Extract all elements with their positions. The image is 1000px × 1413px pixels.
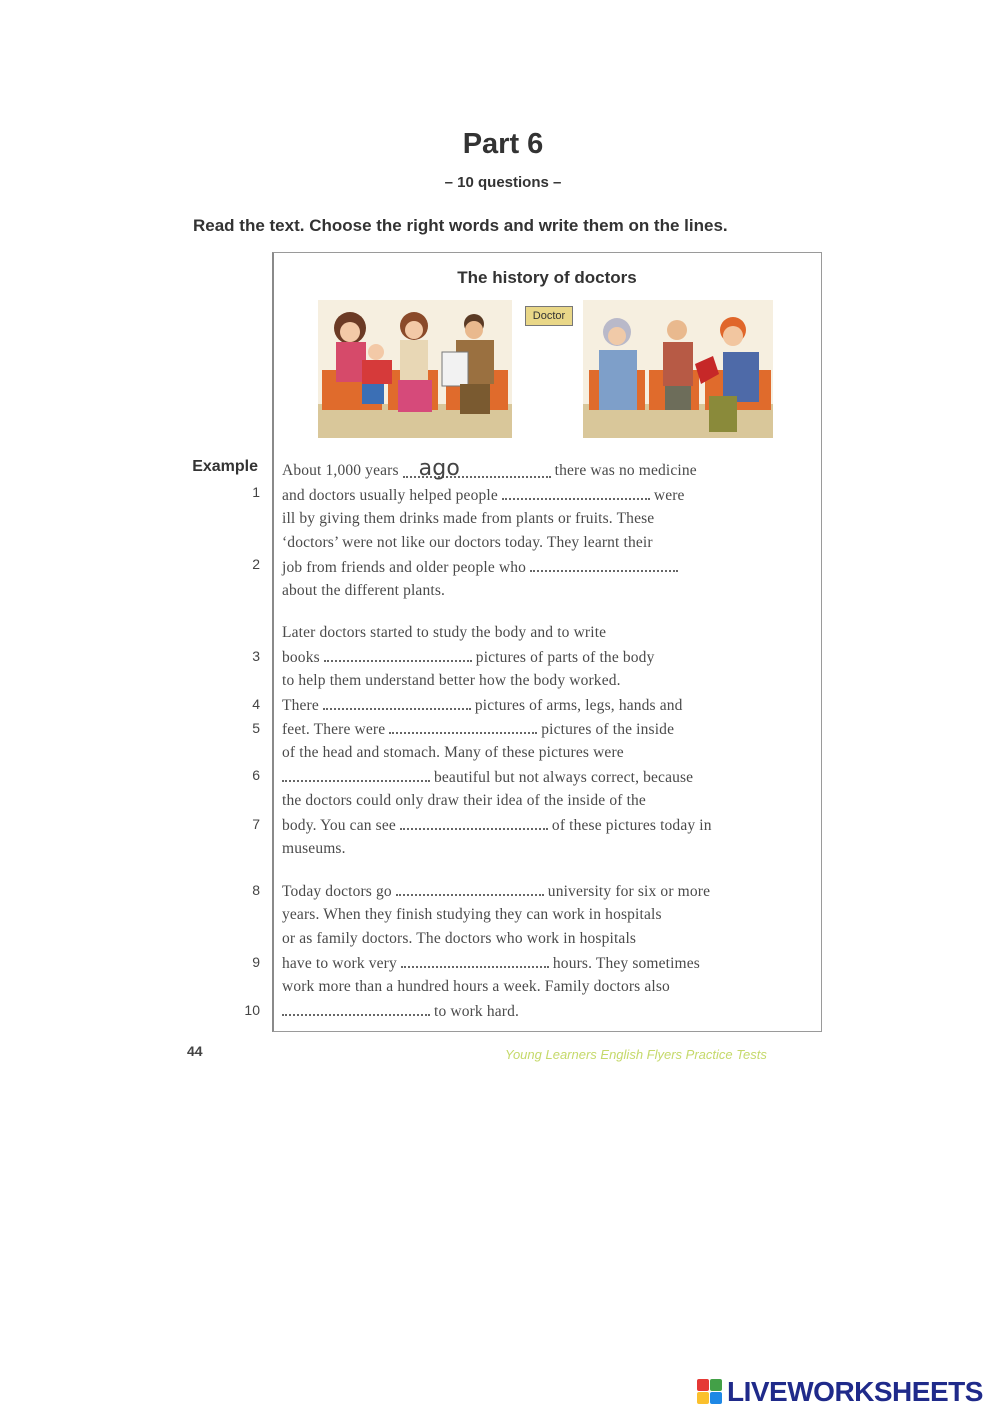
instruction-text: Read the text. Choose the right words and write them on the lines. <box>193 216 728 235</box>
question-number: 8 <box>252 882 260 898</box>
text-line: Today doctors go university for six or more <box>282 883 711 900</box>
book-title-footer: Young Learners English Flyers Practice Tests <box>505 1047 767 1062</box>
liveworksheets-brand <box>697 1377 983 1407</box>
text-line: or as family doctors. The doctors who work in hospitals <box>282 930 637 947</box>
question-number: 9 <box>252 954 260 970</box>
answer-blank-3[interactable] <box>324 648 472 662</box>
text-line: to help them understand better how the body worked. <box>282 672 621 689</box>
answer-blank-1[interactable] <box>502 486 650 500</box>
doctor-door-sign: Doctor <box>525 306 573 326</box>
text-line: about the different plants. <box>282 582 446 599</box>
text-line: the doctors could only draw their idea of the inside of the <box>282 792 646 809</box>
question-number: 6 <box>252 767 260 783</box>
answer-blank-10[interactable] <box>282 1002 430 1016</box>
text-line: Later doctors started to study the body and to write <box>282 624 607 641</box>
example-answer-blank: ago <box>403 462 551 478</box>
text-line: beautiful but not always correct, because <box>282 768 693 787</box>
question-count: – 10 questions – <box>444 174 562 191</box>
text-line: body. You can see of these pictures today in <box>282 817 712 834</box>
question-number: 3 <box>252 648 260 664</box>
text-line: ill by giving them drinks made from plants or fruits. These <box>282 510 655 527</box>
answer-blank-8[interactable] <box>396 882 544 896</box>
page-number: 44 <box>187 1043 203 1059</box>
question-number: 10 <box>244 1002 260 1018</box>
question-number: 1 <box>252 484 260 500</box>
answer-blank-9[interactable] <box>401 954 549 968</box>
question-number: 7 <box>252 816 260 832</box>
text-line: museums. <box>282 840 346 857</box>
text-line: have to work very hours. They sometimes <box>282 955 700 972</box>
page-title: Part 6 <box>462 128 544 160</box>
text-line: and doctors usually helped people were <box>282 487 685 504</box>
reading-title: The history of doctors <box>457 268 637 287</box>
answer-blank-4[interactable] <box>323 696 471 710</box>
text-line: work more than a hundred hours a week. Family doctors also <box>282 978 670 995</box>
text-line: There pictures of arms, legs, hands and <box>282 697 683 714</box>
question-number: 5 <box>252 720 260 736</box>
text-line: to work hard. <box>282 1002 519 1021</box>
liveworksheets-logo-icon <box>697 1379 723 1405</box>
answer-blank-5[interactable] <box>389 720 537 734</box>
text-line: of the head and stomach. Many of these pictures were <box>282 744 624 761</box>
text-line: ‘doctors’ were not like our doctors today. They learnt their <box>282 534 653 551</box>
answer-blank-6[interactable] <box>282 768 430 782</box>
waiting-room-illustration-right <box>583 300 773 438</box>
text-line: feet. There were pictures of the inside <box>282 721 675 738</box>
text-line: job from friends and older people who <box>282 558 682 577</box>
text-line: books pictures of parts of the body <box>282 649 655 666</box>
example-label: Example <box>192 458 258 475</box>
answer-blank-2[interactable] <box>530 558 678 572</box>
question-number: 4 <box>252 696 260 712</box>
brand-name: LIVEWORKSHEETS <box>727 1376 983 1407</box>
text-line: About 1,000 years ago there was no medicine <box>282 456 697 481</box>
waiting-room-illustration-left <box>318 300 512 438</box>
text-line: years. When they finish studying they can work in hospitals <box>282 906 662 923</box>
question-number: 2 <box>252 556 260 572</box>
answer-blank-7[interactable] <box>400 816 548 830</box>
